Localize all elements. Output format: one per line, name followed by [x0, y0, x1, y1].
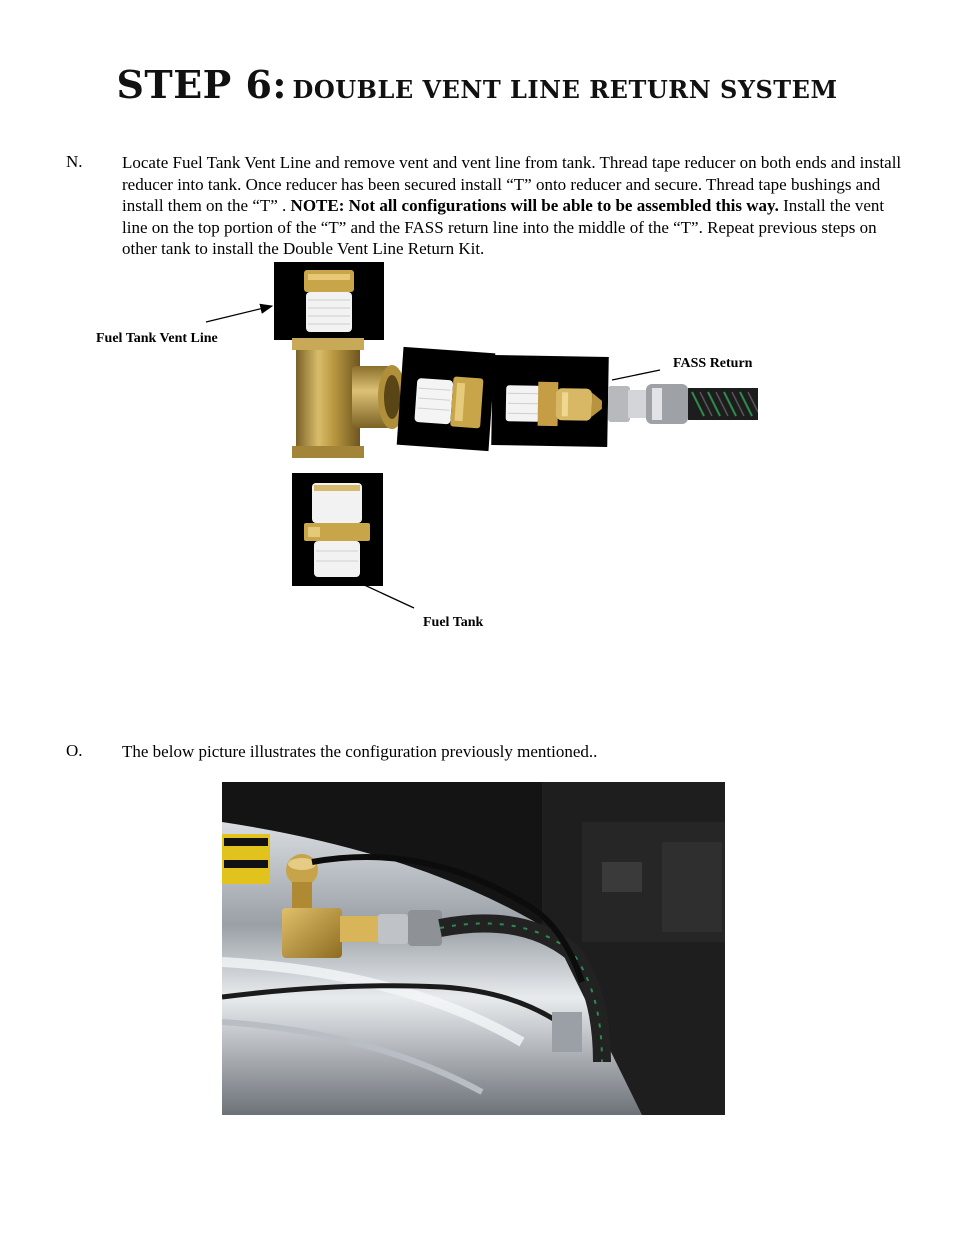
- step-o-marker: O.: [66, 741, 83, 760]
- step-n-marker: N.: [66, 152, 83, 171]
- step-n-text-1: Locate Fuel Tank Vent Line and remove vent and vent line from tank. Thread tape reducer on both ends and install reducer into tank. Once reducer has been secured install “T” onto reducer and secure. Thread tape bushings and install them on the “T” .: [122, 153, 902, 216]
- installed-configuration-photo: [222, 782, 725, 1115]
- label-fuel-tank-vent-line: Fuel Tank Vent Line: [96, 331, 218, 346]
- label-fass-return: FASS Return: [673, 356, 753, 371]
- label-fuel-tank: Fuel Tank: [423, 615, 484, 630]
- step-title: DOUBLE VENT LINE RETURN SYSTEM: [292, 75, 838, 104]
- step-o-text: The below picture illustrates the configuration previously mentioned..: [122, 742, 598, 761]
- step-number: STEP 6:: [116, 62, 287, 107]
- step-n-text-2: Install the vent line on the top portion of the “T” and the FASS return line into the middle of the “T”. Repeat previous steps on other tank to install the Double Vent Line Return Kit.: [122, 196, 885, 259]
- step-n-note: NOTE: Not all configurations will be able to be assembled this way.: [290, 196, 779, 216]
